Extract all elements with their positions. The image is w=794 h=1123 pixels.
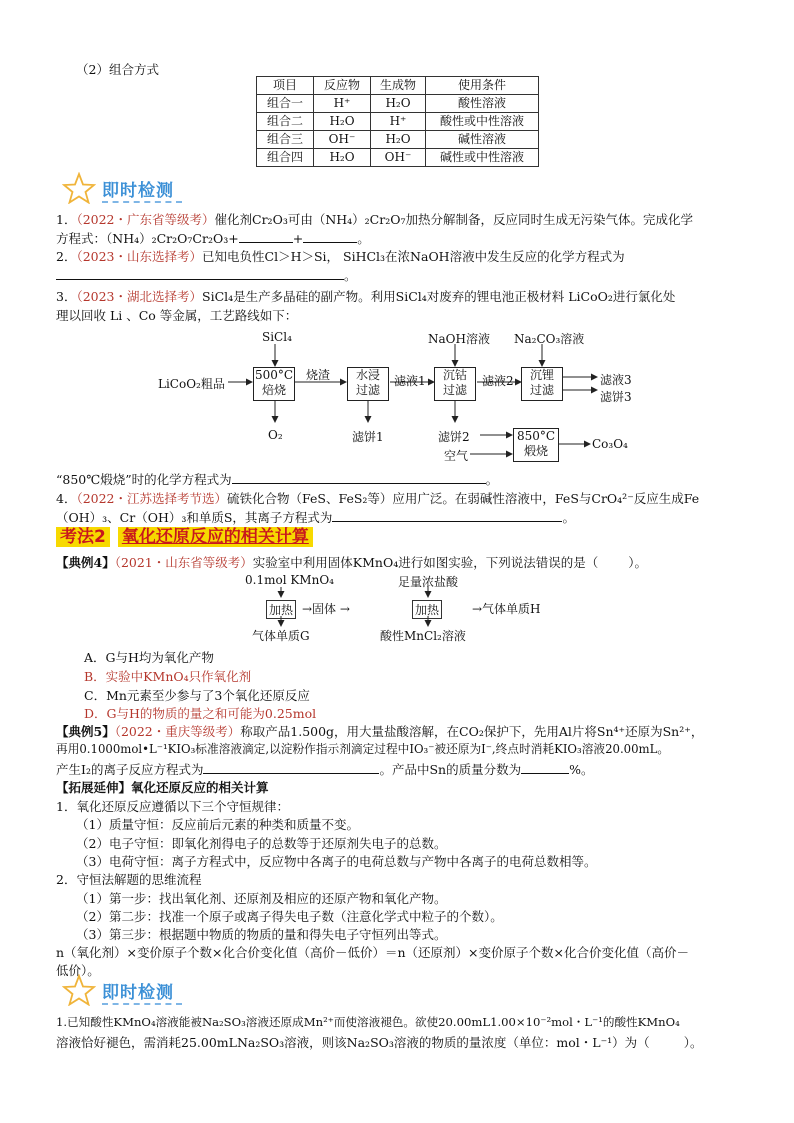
reagent-sicl4: SiCl₄: [262, 330, 292, 344]
answer-blank[interactable]: [203, 761, 379, 774]
star-icon: [62, 172, 96, 204]
label-filtrate2: 滤液2: [482, 374, 514, 388]
cell: 组合三: [257, 131, 314, 149]
answer-blank[interactable]: [303, 230, 357, 243]
question-2: 2．（2023・山东选择考）已知电负性Cl＞H＞Si， SiHCl₃在浓NaOH溶液中发生反应的化学方程式为: [56, 249, 625, 264]
cell: H₂O: [314, 113, 371, 131]
output-cake3: 滤饼3: [600, 390, 632, 404]
output-o2: O₂: [268, 428, 283, 442]
check2-question-1: 1.已知酸性KMnO₄溶液能被Na₂SO₃溶液还原成Mn²⁺而使溶液褪色。欲使20.00mL1.00×10⁻²mol・L⁻¹的酸性KMnO₄: [56, 1015, 680, 1029]
cell: H₂O: [314, 149, 371, 167]
step-cobalt: 沉钴 过滤: [434, 367, 476, 401]
header-cell: 项目: [257, 77, 314, 95]
answer-blank[interactable]: [56, 267, 344, 280]
method-heading: 考法2 氧化还原反应的相关计算: [56, 526, 313, 548]
cell: 组合一: [257, 95, 314, 113]
cell: 组合二: [257, 113, 314, 131]
cell: OH⁻: [314, 131, 371, 149]
combo-heading: （2）组合方式: [76, 62, 159, 77]
ext-point-1a: （1）质量守恒：反应前后元素的种类和质量不变。: [76, 817, 359, 832]
answer-blank[interactable]: [232, 471, 486, 484]
label-residue: 烧渣: [306, 368, 331, 382]
header-cell: 生成物: [371, 77, 426, 95]
diag-kmno4: 0.1mol KMnO₄: [245, 573, 334, 587]
ext-point-2c: （3）第三步：根据题中物质的物质的量和得失电子守恒列出等式。: [76, 927, 447, 942]
cell: 组合四: [257, 149, 314, 167]
diag-gas-g: 气体单质G: [252, 629, 310, 643]
cell: H⁺: [314, 95, 371, 113]
title-underline: [102, 201, 182, 203]
ext-point-1: 1．氧化还原反应遵循以下三个守恒规律：: [56, 799, 289, 814]
example-5: 【典例5】（2022・重庆等级考）称取产品1.500g，用大量盐酸溶解，在CO₂保护下，先用Al片将Sn⁴⁺还原为Sn²⁺，: [56, 724, 704, 739]
cell: 酸性或中性溶液: [426, 113, 539, 131]
example-4: 【典例4】（2021・山东省等级考）实验室中利用固体KMnO₄进行如图实验，下列说法错误的是（ ）。: [56, 555, 647, 570]
option-d[interactable]: D．G与H的物质的量之和可能为0.25mol: [84, 706, 317, 721]
title-underline: [102, 1003, 182, 1005]
question-3: 3．（2023・湖北选择考）SiCl₄是生产多晶硅的副产物。利用SiCl₄对废弃的锂电池正极材料 LiCoO₂进行氯化处: [56, 289, 676, 304]
ext-point-2: 2．守恒法解题的思维流程: [56, 872, 202, 887]
diag-hcl: 足量浓盐酸: [398, 575, 459, 589]
step-leach: 水浸 过滤: [347, 367, 389, 401]
example-5-line2: 再用0.1000mol•L⁻¹KIO₃标准溶液滴定,以淀粉作指示剂滴定过程中IO₃⁻被还原为I⁻,终点时消耗KIO₃溶液20.00mL。: [56, 742, 670, 756]
table-row: [257, 95, 539, 113]
diag-solid: →固体 →: [302, 602, 350, 616]
question-3-prompt: “850℃煅烧”时的化学方程式为 。: [56, 472, 499, 487]
diag-heat1: 加热: [266, 600, 296, 619]
header-cell: 使用条件: [426, 77, 539, 95]
cell: 碱性溶液: [426, 131, 539, 149]
label-air: 空气: [444, 449, 469, 463]
label-filtrate1: 滤液1: [394, 374, 426, 388]
question-3-line2: 理以回收 Li 、Co 等金属，工艺路线如下：: [56, 308, 298, 323]
step-calcine: 850°C 煅烧: [513, 428, 559, 462]
label-cake2: 滤饼2: [438, 430, 470, 444]
option-a[interactable]: A．G与H均为氧化产物: [84, 650, 214, 665]
option-c[interactable]: C．Mn元素至少参与了3个氧化还原反应: [84, 688, 310, 703]
extension-title: 【拓展延伸】氧化还原反应的相关计算: [56, 780, 269, 795]
product-co3o4: Co₃O₄: [592, 437, 628, 451]
option-b[interactable]: B．实验中KMnO₄只作氧化剂: [84, 669, 252, 684]
answer-blank[interactable]: [239, 230, 293, 243]
cell: H₂O: [371, 131, 426, 149]
question-2-line2: 。: [56, 266, 357, 284]
reagent-naoh: NaOH溶液: [428, 332, 490, 346]
ext-formula: n（氧化剂）×变价原子个数×化合价变化值（高价－低价）＝n（还原剂）×变价原子个数×化合价变化值（高价－: [56, 945, 689, 960]
feed-material: LiCoO₂粗品: [158, 377, 225, 391]
question-1-line2: 方程式：（NH₄）₂Cr₂O₇Cr₂O₃+ + 。: [56, 231, 370, 246]
ext-point-1c: （3）电荷守恒：离子方程式中，反应物中各离子的电荷总数与产物中各离子的电荷总数相等。: [76, 854, 597, 869]
reagent-na2co3: Na₂CO₃溶液: [514, 332, 585, 346]
ext-point-1b: （2）电子守恒：即氧化剂得电子的总数等于还原剂失电子的总数。: [76, 836, 447, 851]
cell: OH⁻: [371, 149, 426, 167]
ext-point-2a: （1）第一步：找出氧化剂、还原剂及相应的还原产物和氧化产物。: [76, 891, 447, 906]
check2-question-1-line2: 溶液恰好褪色，需消耗25.00mLNa₂SO₃溶液，则该Na₂SO₃溶液的物质的量浓度（单位：mol・L⁻¹）为（ ）。: [56, 1035, 703, 1050]
answer-blank[interactable]: [521, 761, 569, 774]
check-title: 即时检测: [102, 181, 174, 201]
check-title: 即时检测: [102, 983, 174, 1003]
cell: H⁺: [371, 113, 426, 131]
diag-mncl2: 酸性MnCl₂溶液: [380, 629, 466, 643]
diag-heat2: 加热: [412, 600, 442, 619]
step-lithium: 沉锂 过滤: [521, 367, 563, 401]
table-header-row: [257, 77, 539, 95]
output-filtrate3: 滤液3: [600, 373, 632, 387]
ext-point-2b: （2）第二步：找准一个原子或离子得失电子数（注意化学式中粒子的个数）。: [76, 909, 503, 924]
question-4-line2: （OH）₃、Cr（OH）₃和单质S，其离子方程式为 。: [56, 510, 575, 525]
table-row: [257, 113, 539, 131]
star-icon: [62, 974, 96, 1006]
diag-gas-h: →气体单质H: [472, 602, 541, 616]
example-5-line3: 产生I₂的离子反应方程式为 。产品中Sn的质量分数为 %。: [56, 762, 594, 777]
cell: 酸性溶液: [426, 95, 539, 113]
cell: 碱性或中性溶液: [426, 149, 539, 167]
table-row: [257, 131, 539, 149]
cell: H₂O: [371, 95, 426, 113]
question-1: 1．（2022・广东省等级考）催化剂Cr₂O₃可由（NH₄）₂Cr₂O₇加热分解制备，反应同时生成无污染气体。完成化学: [56, 212, 693, 227]
answer-blank[interactable]: [332, 509, 562, 522]
table-row: [257, 149, 539, 167]
question-4: 4．（2022・江苏选择考节选）硫铁化合物（FeS、FeS₂等）应用广泛。在弱碱性溶液中，FeS与CrO₄²⁻反应生成Fe: [56, 491, 700, 506]
step-roast: 500°C 焙烧: [253, 367, 295, 401]
output-cake1: 滤饼1: [352, 430, 384, 444]
combo-table: [256, 76, 539, 167]
header-cell: 反应物: [314, 77, 371, 95]
ext-formula-2: 低价）。: [56, 963, 100, 978]
